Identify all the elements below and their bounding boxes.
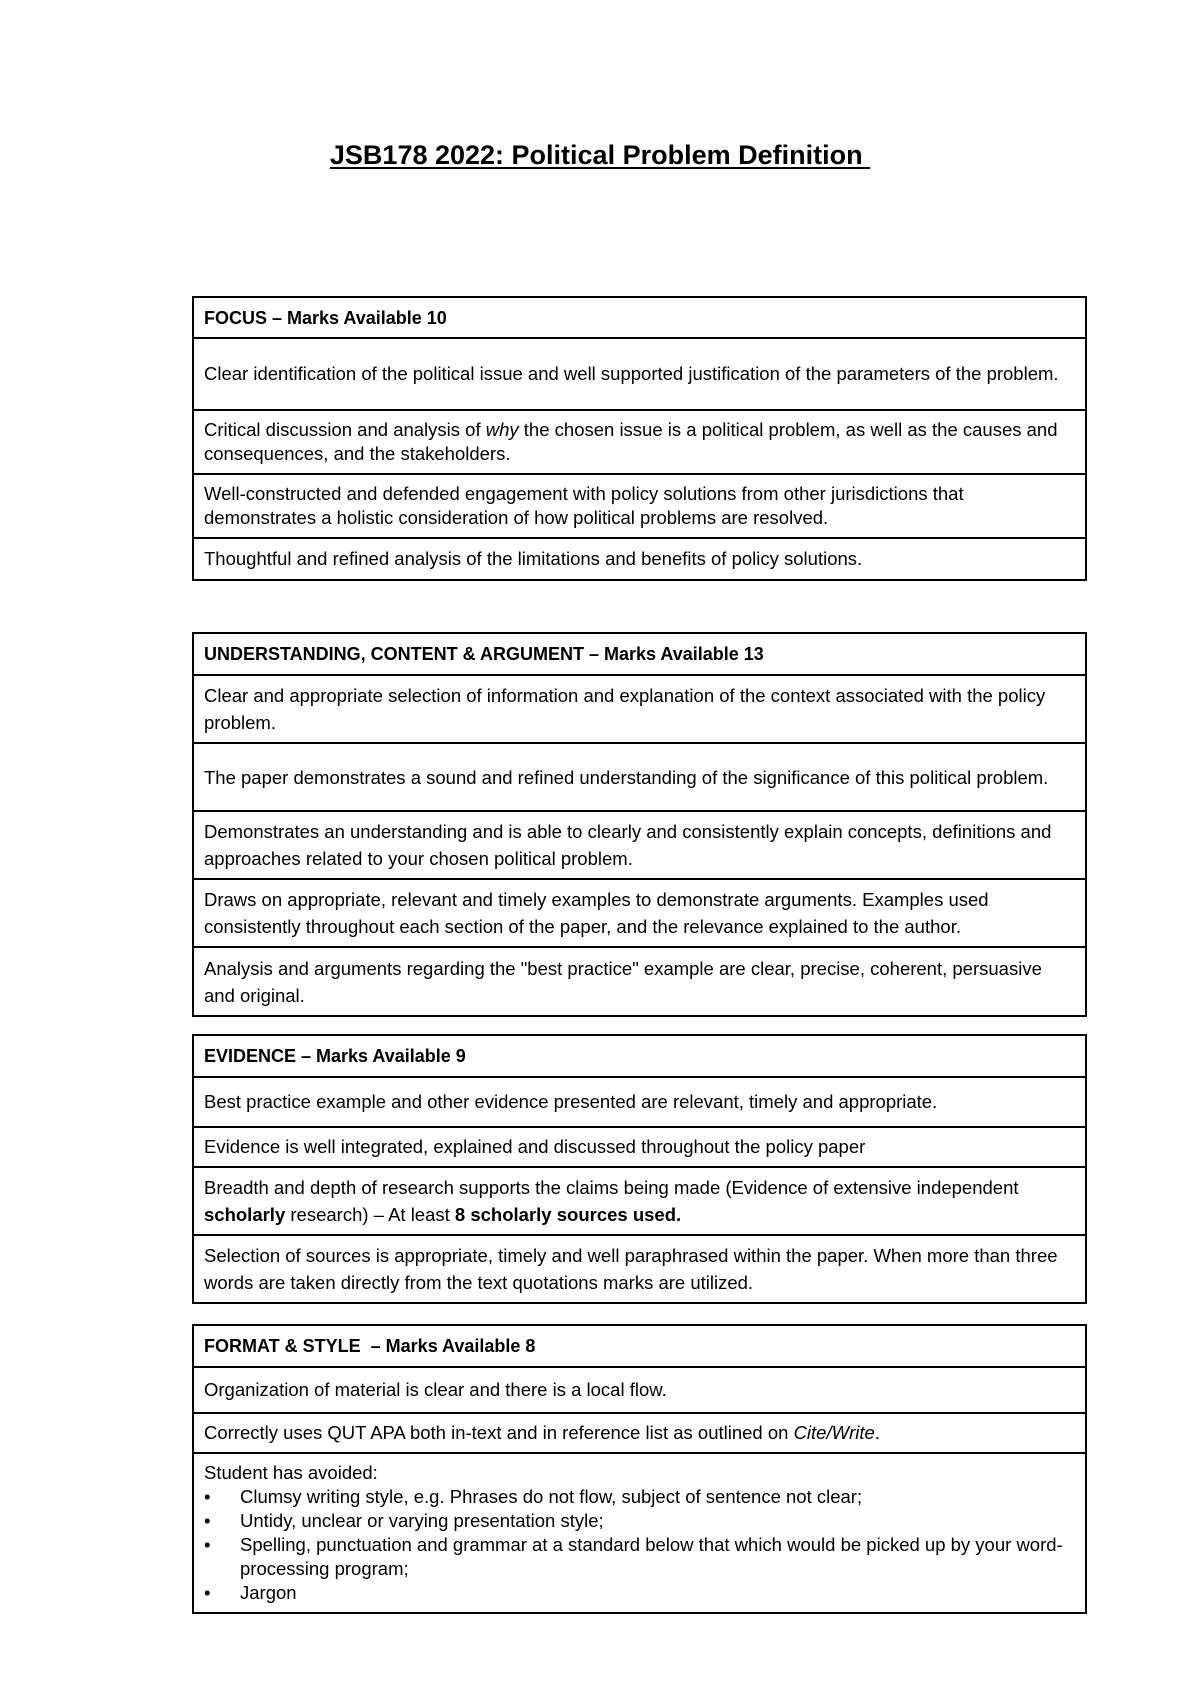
focus-criterion-4: Thoughtful and refined analysis of the limitations and benefits of policy solutions. <box>194 537 1085 579</box>
evidence-rubric-table <box>192 1034 1087 1304</box>
evidence-criterion-4: Selection of sources is appropriate, timely and well paraphrased within the paper. When more than three words are taken directly from the text quotations marks are utilized. <box>194 1234 1085 1302</box>
format-criterion-3 <box>194 1452 1085 1612</box>
avoided-list <box>204 1485 1075 1605</box>
evidence-header: EVIDENCE – Marks Available 9 <box>204 1046 466 1066</box>
understanding-criterion-1: Clear and appropriate selection of information and explanation of the context associated with the policy problem. <box>194 674 1085 742</box>
understanding-criterion-3: Demonstrates an understanding and is able to clearly and consistently explain concepts, definitions and approaches related to your chosen political problem. <box>194 810 1085 878</box>
format-criterion-2-emphasis: Cite/Write <box>793 1422 875 1443</box>
evidence-criterion-3-bold-sources: 8 scholarly sources used. <box>454 1204 682 1225</box>
understanding-criterion-5: Analysis and arguments regarding the "best practice" example are clear, precise, coherent, persuasive and original. <box>194 946 1085 1015</box>
format-rubric-table <box>192 1324 1087 1614</box>
evidence-criterion-3-text-mid: research) – At least <box>285 1204 455 1225</box>
focus-criterion-2-emphasis: why <box>485 419 519 440</box>
format-criterion-3-lead: Student has avoided: <box>204 1462 378 1483</box>
avoided-item-jargon: • Jargon <box>204 1581 1075 1605</box>
format-header-text: FORMAT & STYLE – Marks Available 8 <box>204 1336 536 1356</box>
evidence-criterion-2: Evidence is well integrated, explained and discussed throughout the policy paper <box>194 1126 1085 1166</box>
focus-criterion-1: Clear identification of the political issue and well supported justification of the parameters of the problem. <box>194 337 1085 409</box>
understanding-criterion-2: The paper demonstrates a sound and refined understanding of the significance of this political problem. <box>194 742 1085 810</box>
format-header <box>194 1326 1085 1366</box>
evidence-criterion-3 <box>194 1166 1085 1234</box>
focus-rubric-table <box>192 296 1087 581</box>
avoided-item-clumsy-style: • Clumsy writing style, e.g. Phrases do not flow, subject of sentence not clear; <box>204 1485 1075 1509</box>
avoided-item-spelling-grammar: • Spelling, punctuation and grammar at a standard below that which would be picked up by your word-processing program; <box>204 1533 1075 1581</box>
format-criterion-2-text: Correctly uses QUT APA both in-text and in reference list as outlined on <box>204 1422 794 1443</box>
focus-criterion-2 <box>194 409 1085 473</box>
focus-criterion-2-text-rest: the chosen issue is a political problem, as well as the causes and consequences, and the stakeholders. <box>204 419 1058 464</box>
evidence-criterion-3-text: Breadth and depth of research supports the claims being made (Evidence of extensive independent <box>204 1177 1019 1198</box>
understanding-criterion-4: Draws on appropriate, relevant and timely examples to demonstrate arguments. Examples used consistently throughout each section of the paper, and the relevance explained to the author. <box>194 878 1085 946</box>
format-criterion-2-text-end: . <box>874 1422 880 1443</box>
format-criterion-2 <box>194 1412 1085 1452</box>
page-title: JSB178 2022: Political Problem Definition <box>329 140 871 170</box>
focus-criterion-3: Well-constructed and defended engagement with policy solutions from other jurisdictions that demonstrates a holistic consideration of how political problems are resolved. <box>194 473 1085 537</box>
evidence-criterion-1: Best practice example and other evidence presented are relevant, timely and appropriate. <box>194 1076 1085 1126</box>
focus-criterion-2-text: Critical discussion and analysis of <box>204 419 486 440</box>
focus-header: FOCUS – Marks Available 10 <box>204 307 447 328</box>
format-criterion-1: Organization of material is clear and there is a local flow. <box>194 1366 1085 1412</box>
evidence-criterion-3-bold-scholarly: scholarly <box>204 1204 286 1225</box>
understanding-header: UNDERSTANDING, CONTENT & ARGUMENT – Marks Available 13 <box>204 644 764 664</box>
understanding-rubric-table <box>192 632 1087 1017</box>
avoided-item-untidy-presentation: • Untidy, unclear or varying presentation style; <box>204 1509 1075 1533</box>
